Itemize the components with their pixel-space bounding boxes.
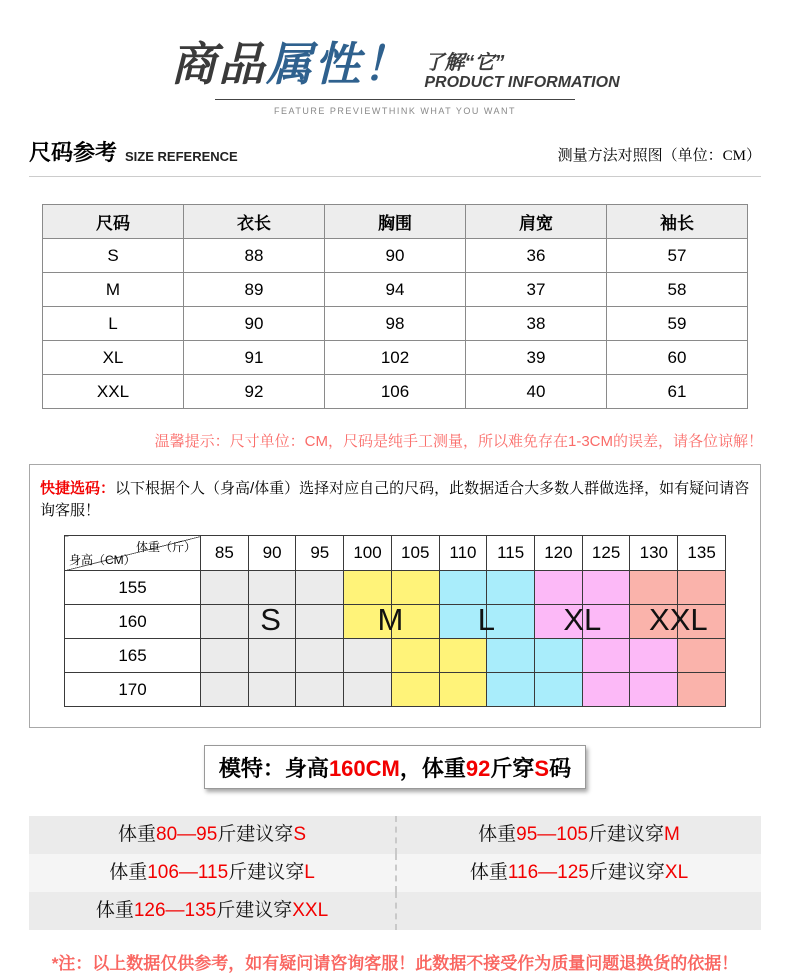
size-table-header-cell: 尺码	[43, 205, 184, 239]
suggestion-item	[29, 816, 395, 854]
matrix-color-cell	[439, 673, 487, 707]
table-row	[43, 375, 748, 409]
suggestion-text: XL	[664, 862, 689, 883]
matrix-color-cell	[487, 639, 535, 673]
weight-header-cell: 135	[678, 536, 726, 571]
size-table-cell: 36	[466, 239, 607, 273]
matrix-color-cell	[582, 673, 630, 707]
size-table-cell: 90	[184, 307, 325, 341]
suggestion-text: 体重	[95, 900, 134, 921]
banner-subtitle-cn: 了解“它”	[424, 52, 505, 74]
matrix-color-cell	[201, 639, 249, 673]
model-info-box	[204, 745, 586, 789]
matrix-color-cell	[487, 571, 535, 605]
quick-pick-text: 以下根据个人（身高/体重）选择对应自己的尺码，此数据适合大多数人群做选择，如有疑问请咨询客服！	[40, 480, 750, 519]
matrix-row	[65, 673, 726, 707]
section-title-cn: 尺码参考	[29, 140, 118, 165]
weight-header-cell: 100	[344, 536, 392, 571]
table-row	[43, 273, 748, 307]
footnote: *注：以上数据仅供参考，如有疑问请咨询客服！此数据不接受作为质量问题退换货的依据！	[51, 954, 739, 973]
size-table-cell: 59	[607, 307, 748, 341]
size-table-cell: M	[43, 273, 184, 307]
suggestion-text: 斤建议穿	[216, 900, 293, 921]
size-table-cell: 98	[325, 307, 466, 341]
quick-pick-box	[29, 464, 761, 728]
suggestion-text: 斤建议穿	[217, 824, 294, 845]
weight-header-cell: 105	[391, 536, 439, 571]
weight-header-cell: 110	[439, 536, 487, 571]
size-table-header-cell: 肩宽	[466, 205, 607, 239]
model-text: ，体重	[399, 755, 466, 781]
section-title-group	[29, 136, 238, 167]
matrix-color-cell	[344, 673, 392, 707]
matrix-color-cell	[439, 571, 487, 605]
size-table-cell: 57	[607, 239, 748, 273]
suggestion-text: 斤建议穿	[588, 862, 665, 883]
banner-title-dark: 商品	[170, 38, 267, 90]
matrix-color-cell	[296, 673, 344, 707]
size-table-cell: 92	[184, 375, 325, 409]
banner-subtitle-group	[424, 52, 619, 94]
matrix-color-cell	[201, 605, 249, 639]
matrix-row	[65, 639, 726, 673]
banner-title	[0, 28, 790, 94]
weight-header-cell: 95	[296, 536, 344, 571]
size-table-header-cell: 袖长	[607, 205, 748, 239]
corner-height-label: 身高（CM）	[69, 553, 136, 567]
size-table-cell: 38	[466, 307, 607, 341]
matrix-color-cell	[439, 639, 487, 673]
matrix-color-cell	[296, 571, 344, 605]
suggestion-item	[395, 816, 761, 854]
corner-weight-label: 体重（斤）	[135, 540, 196, 554]
measure-note: 测量方法对照图（单位：CM）	[557, 148, 761, 164]
suggestion-item	[395, 854, 761, 892]
matrix-color-cell	[678, 639, 726, 673]
suggestion-text: 斤建议穿	[228, 862, 305, 883]
size-table-cell: 60	[607, 341, 748, 375]
weight-header-cell: 120	[535, 536, 583, 571]
matrix-color-cell	[630, 639, 678, 673]
table-row	[43, 239, 748, 273]
matrix-color-cell	[391, 639, 439, 673]
size-table-cell: 88	[184, 239, 325, 273]
matrix-color-cell	[535, 571, 583, 605]
section-title-en: SIZE REFERENCE	[125, 149, 238, 164]
model-text: 模特：身高	[218, 755, 329, 781]
banner-divider	[215, 99, 575, 100]
suggestion-text: 体重	[109, 862, 148, 883]
matrix-color-cell	[248, 571, 296, 605]
size-table-header-cell: 胸围	[325, 205, 466, 239]
suggestion-text: L	[304, 862, 315, 883]
size-table-cell: S	[43, 239, 184, 273]
model-weight-value: 92	[465, 755, 491, 781]
table-row	[43, 307, 748, 341]
model-info-text	[219, 752, 571, 783]
height-cell: 155	[65, 571, 201, 605]
size-reference-table	[42, 204, 748, 409]
matrix-color-cell	[678, 571, 726, 605]
height-cell: 165	[65, 639, 201, 673]
matrix-color-cell	[344, 571, 392, 605]
matrix-color-cell	[630, 571, 678, 605]
matrix-color-cell	[296, 605, 344, 639]
size-table-cell: 106	[325, 375, 466, 409]
section-header	[29, 136, 761, 177]
weight-header-cell: 125	[582, 536, 630, 571]
matrix-size-label-xxl: XXL	[649, 602, 708, 637]
matrix-color-cell	[582, 639, 630, 673]
matrix-size-label-xl: XL	[563, 602, 602, 637]
size-table-cell: XL	[43, 341, 184, 375]
size-table-cell: 90	[325, 239, 466, 273]
suggestion-text: 体重	[469, 862, 508, 883]
suggestion-text: XXL	[292, 900, 329, 921]
table-row	[43, 341, 748, 375]
matrix-color-cell	[248, 673, 296, 707]
size-table-cell: L	[43, 307, 184, 341]
corner-cell	[65, 536, 201, 571]
model-text: 码	[549, 755, 572, 781]
suggestion-text: 95—105	[516, 824, 588, 845]
model-size-value: S	[534, 755, 550, 781]
weight-header-cell: 130	[630, 536, 678, 571]
matrix-size-label-l: L	[477, 602, 495, 637]
suggestion-text: 斤建议穿	[588, 824, 665, 845]
size-table-body	[43, 205, 748, 409]
suggestion-text: 体重	[118, 824, 157, 845]
matrix-color-cell	[535, 673, 583, 707]
suggestion-text: 体重	[478, 824, 517, 845]
matrix-size-label-s: S	[260, 602, 281, 637]
matrix-color-cell	[678, 673, 726, 707]
size-table-cell: 39	[466, 341, 607, 375]
matrix-size-label-m: M	[377, 602, 404, 637]
size-table-cell: 58	[607, 273, 748, 307]
size-table-cell: XXL	[43, 375, 184, 409]
matrix-color-cell	[535, 639, 583, 673]
suggestion-text: 80—95	[156, 824, 218, 845]
size-table-cell: 40	[466, 375, 607, 409]
weight-header-cell: 90	[248, 536, 296, 571]
suggestion-text: 106—115	[147, 862, 229, 883]
size-table-cell: 89	[184, 273, 325, 307]
matrix-color-cell	[296, 639, 344, 673]
suggestion-empty-cell	[395, 892, 761, 930]
model-height-value: 160CM	[328, 755, 400, 781]
suggestion-item	[29, 892, 395, 930]
quick-pick-label: 快捷选码：	[40, 480, 116, 497]
weight-header-cell: 85	[201, 536, 249, 571]
matrix-color-cell	[344, 639, 392, 673]
size-table-cell: 94	[325, 273, 466, 307]
matrix-color-cell	[582, 571, 630, 605]
weight-header-cell: 115	[487, 536, 535, 571]
matrix-color-cell	[487, 673, 535, 707]
matrix-color-cell	[248, 639, 296, 673]
matrix-color-cell	[630, 673, 678, 707]
quick-table-wrap	[64, 535, 726, 707]
suggestion-item	[29, 854, 395, 892]
matrix-color-cell	[201, 571, 249, 605]
size-table-cell: 61	[607, 375, 748, 409]
quick-table-header-row	[65, 536, 726, 571]
size-table-header-cell: 衣长	[184, 205, 325, 239]
suggestion-text: 126—135	[133, 900, 217, 921]
banner-tagline: FEATURE PREVIEWTHINK WHAT YOU WANT	[273, 106, 516, 116]
matrix-color-cell	[391, 673, 439, 707]
matrix-color-cell	[391, 571, 439, 605]
suggestion-text: S	[293, 824, 306, 845]
size-table-header-row	[43, 205, 748, 239]
suggestion-text: 116—125	[507, 862, 589, 883]
product-info-banner	[0, 28, 790, 116]
matrix-color-cell	[201, 673, 249, 707]
banner-subtitle-en: PRODUCT INFORMATION	[424, 74, 620, 91]
height-cell: 160	[65, 605, 201, 639]
suggestion-text: M	[664, 824, 680, 845]
matrix-row	[65, 571, 726, 605]
warm-tip: 温馨提示：尺寸单位：CM，尺码是纯手工测量，所以难免存在1-3CM的误差，请各位谅解！	[154, 433, 763, 450]
size-table-cell: 102	[325, 341, 466, 375]
size-table-cell: 91	[184, 341, 325, 375]
model-text: 斤穿	[490, 755, 535, 781]
size-table-cell: 37	[466, 273, 607, 307]
height-cell: 170	[65, 673, 201, 707]
suggestion-grid	[29, 816, 761, 930]
quick-pick-desc	[30, 478, 760, 522]
banner-title-blue: 属性！	[266, 38, 411, 90]
